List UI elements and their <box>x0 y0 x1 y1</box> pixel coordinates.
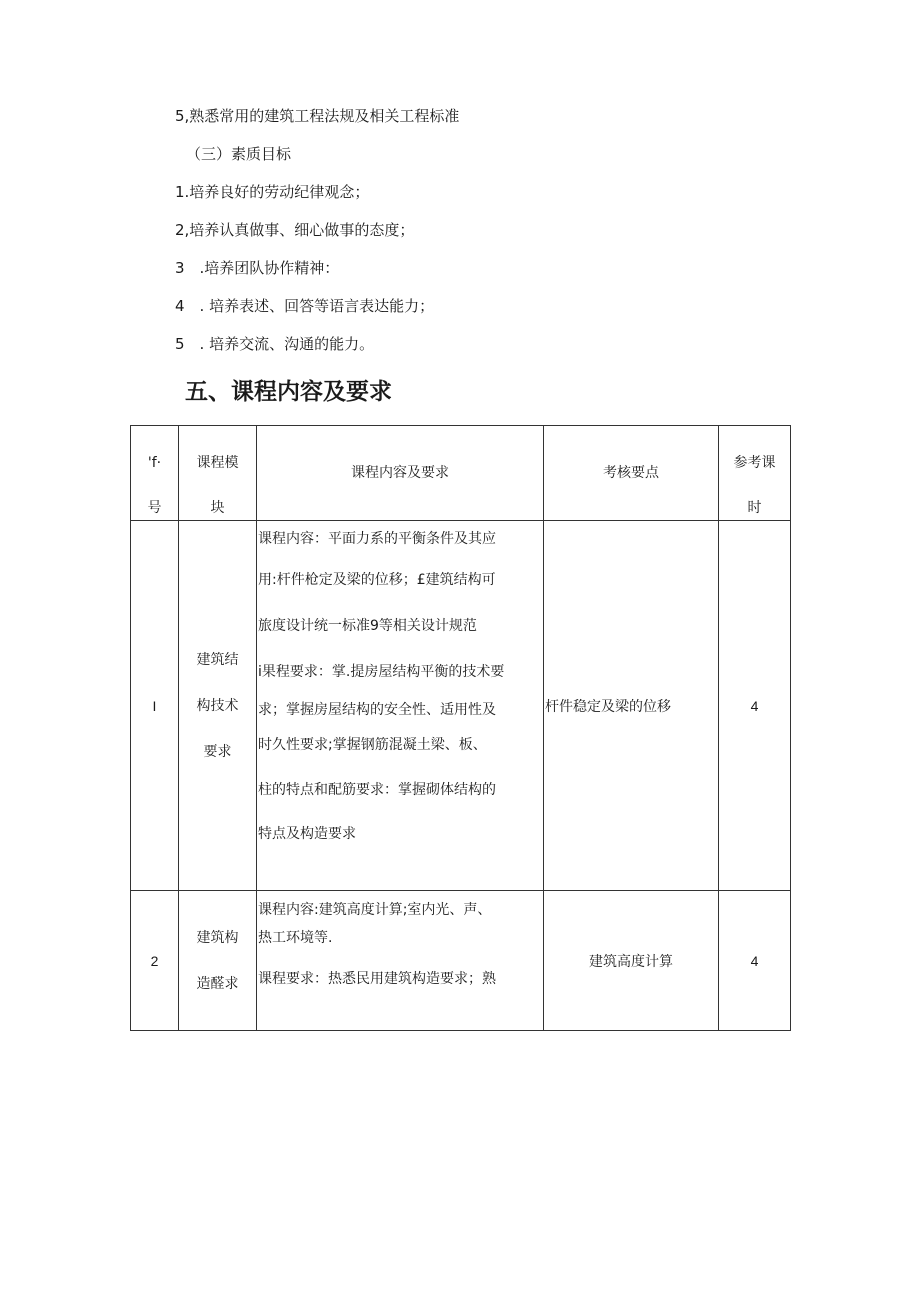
content-line: 用:杆件枪定及梁的位移；£建筑结构可 <box>258 572 496 588</box>
header-assessment: 考核要点 <box>544 426 719 521</box>
content-line: 课程内容：平面力系的平衡条件及其应 <box>258 531 496 547</box>
row-hours: 4 <box>719 521 791 891</box>
content-line: i果程要求：掌.提房屋结构平衡的技术要 <box>258 664 505 680</box>
header-num <box>131 426 179 521</box>
content-line: 特点及构造要求 <box>258 826 356 842</box>
row-content <box>257 521 544 891</box>
header-num-bottom: 号 <box>147 500 162 516</box>
table-row <box>131 521 791 891</box>
intro-line-7: 5 . 培养交流、沟通的能力。 <box>175 335 375 353</box>
intro-line-1: 5,熟悉常用的建筑工程法规及相关工程标准 <box>175 107 460 125</box>
intro-line-4: 2,培养认真做事、细心做事的态度； <box>175 221 415 239</box>
content-line: 课程内容:建筑高度计算;室内光、声、 <box>258 902 492 918</box>
row-content <box>257 891 544 1031</box>
section-heading: 五、课程内容及要求 <box>185 379 392 405</box>
header-module-bottom: 块 <box>210 500 225 516</box>
content-line: 热工环境等. <box>258 930 333 946</box>
table-header-row <box>131 426 791 521</box>
row-assessment: 建筑高度计算 <box>544 891 719 1031</box>
content-line: 时久性要求;掌握钢筋混凝土梁、板、 <box>258 737 487 753</box>
module-line: 建筑结 <box>196 651 239 668</box>
row-module <box>179 891 257 1031</box>
header-hours-bottom: 时 <box>747 500 762 516</box>
header-module <box>179 426 257 521</box>
module-line: 要求 <box>203 743 232 760</box>
content-line: 旅度设计统一标准9等相关设计规范 <box>258 618 477 634</box>
header-module-top: 课程模 <box>196 455 239 471</box>
row-assessment: 杆件稳定及梁的位移 <box>544 521 719 891</box>
row-num: 2 <box>131 891 179 1031</box>
row-module <box>179 521 257 891</box>
module-line: 建筑构 <box>196 929 239 946</box>
header-content: 课程内容及要求 <box>257 426 544 521</box>
intro-line-2: （三）素质目标 <box>186 145 292 163</box>
header-hours-top: 参考课 <box>733 455 776 471</box>
content-line: 课程要求：热悉民用建筑构造要求；熟 <box>258 971 496 987</box>
intro-line-5: 3 .培养团队协作精神： <box>175 259 340 277</box>
table-row <box>131 891 791 1031</box>
header-num-top: 'f· <box>147 455 162 471</box>
content-line: 求；掌握房屋结构的安全性、适用性及 <box>258 702 496 718</box>
intro-line-3: 1.培养良好的劳动纪律观念； <box>175 183 370 201</box>
row-num: I <box>131 521 179 891</box>
content-line: 柱的特点和配筋要求：掌握砌体结构的 <box>258 782 496 798</box>
intro-line-6: 4 . 培养表述、回答等语言表达能力； <box>175 297 435 315</box>
row-hours: 4 <box>719 891 791 1031</box>
module-line: 造醛求 <box>196 975 239 992</box>
course-content-table <box>130 425 791 1031</box>
module-line: 构技术 <box>196 697 239 714</box>
header-hours <box>719 426 791 521</box>
